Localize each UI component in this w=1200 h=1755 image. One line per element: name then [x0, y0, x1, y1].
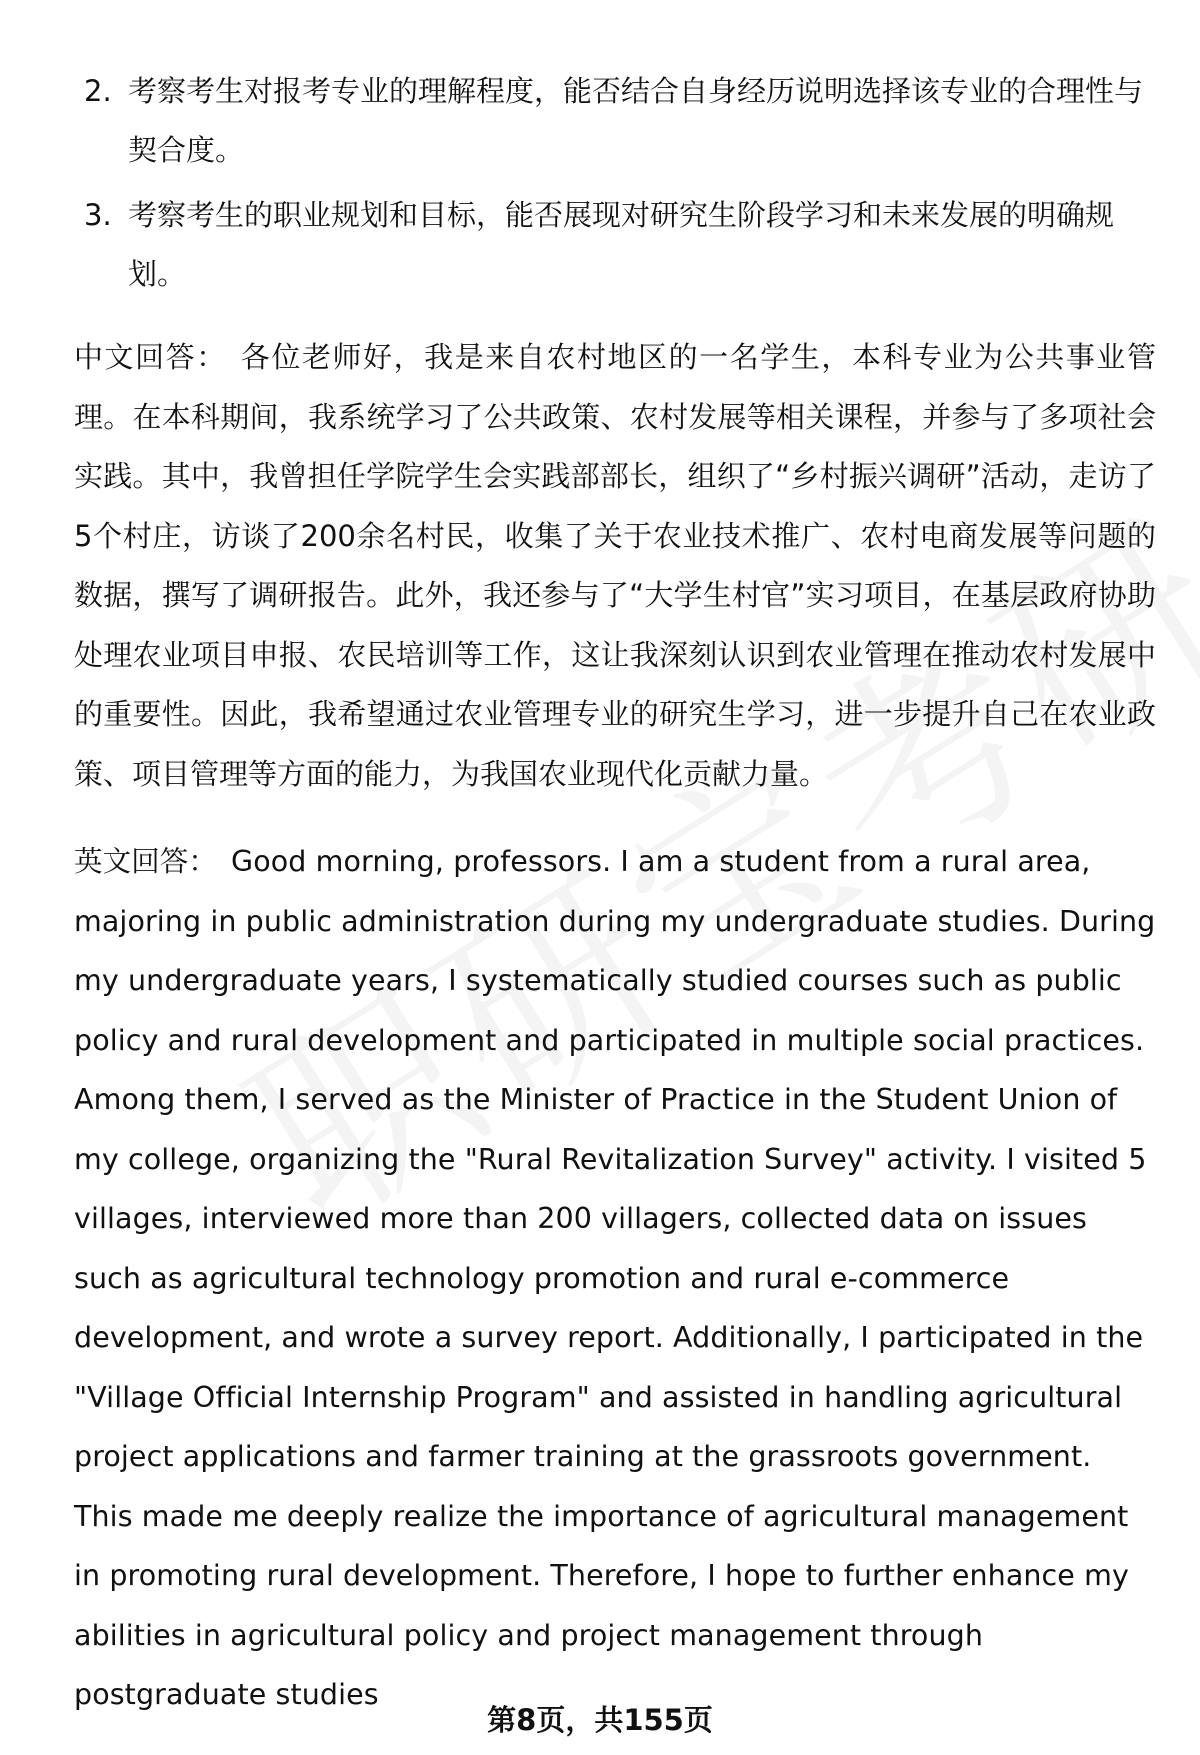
criteria-text: 考察考生的职业规划和目标，能否展现对研究生阶段学习和未来发展的明确规划。	[128, 198, 1115, 291]
english-answer-text: Good morning, professors. I am a student from a rural area, majoring in public administration during my undergraduate studies. During my undergraduate years, I systematically studied courses such as public policy and rural development and participated in multiple social practices. Among them, I served as the Minister of Practice in the Student Union of my college, organizing the "Rural Revitalization Survey" activity. I visited 5 villages, interviewed more than 200 villagers, collected data on issues such as agricultural technology promotion and rural e-commerce development, and wrote a survey report. Additionally, I participated in the "Village Official Internship Program" and assisted in handling agricultural project applications and farmer training at the grassroots government. This made me deeply realize the importance of agricultural management in promoting rural development. Therefore, I hope to further enhance my abilities in agricultural policy and project management through postgraduate studies	[74, 845, 1156, 1711]
criteria-text: 考察考生对报考专业的理解程度，能否结合自身经历说明选择该专业的合理性与契合度。	[128, 74, 1144, 167]
criteria-number: 2.	[84, 74, 112, 108]
english-answer-label: 英文回答：	[74, 845, 218, 878]
criteria-item	[0, 186, 1200, 304]
chinese-answer-paragraph	[74, 328, 1156, 804]
criteria-number: 3.	[84, 198, 112, 232]
criteria-item	[0, 62, 1200, 180]
english-answer-paragraph	[74, 832, 1156, 1725]
evaluation-criteria-list	[0, 62, 1200, 310]
chinese-answer-label: 中文回答：	[74, 340, 227, 374]
page-number-footer: 第8页，共155页	[487, 1703, 713, 1737]
chinese-answer-text: 各位老师好，我是来自农村地区的一名学生，本科专业为公共事业管理。在本科期间，我系统学习了公共政策、农村发展等相关课程，并参与了多项社会实践。其中，我曾担任学院学生会实践部部长，组织了“乡村振兴调研”活动，走访了5个村庄，访谈了200余名村民，收集了关于农业技术推广、农村电商发展等问题的数据，撰写了调研报告。此外，我还参与了“大学生村官”实习项目，在基层政府协助处理农业项目申报、农民培训等工作，这让我深刻认识到农业管理在推动农村发展中的重要性。因此，我希望通过农业管理专业的研究生学习，进一步提升自己在农业政策、项目管理等方面的能力，为我国农业现代化贡献力量。	[74, 340, 1156, 791]
